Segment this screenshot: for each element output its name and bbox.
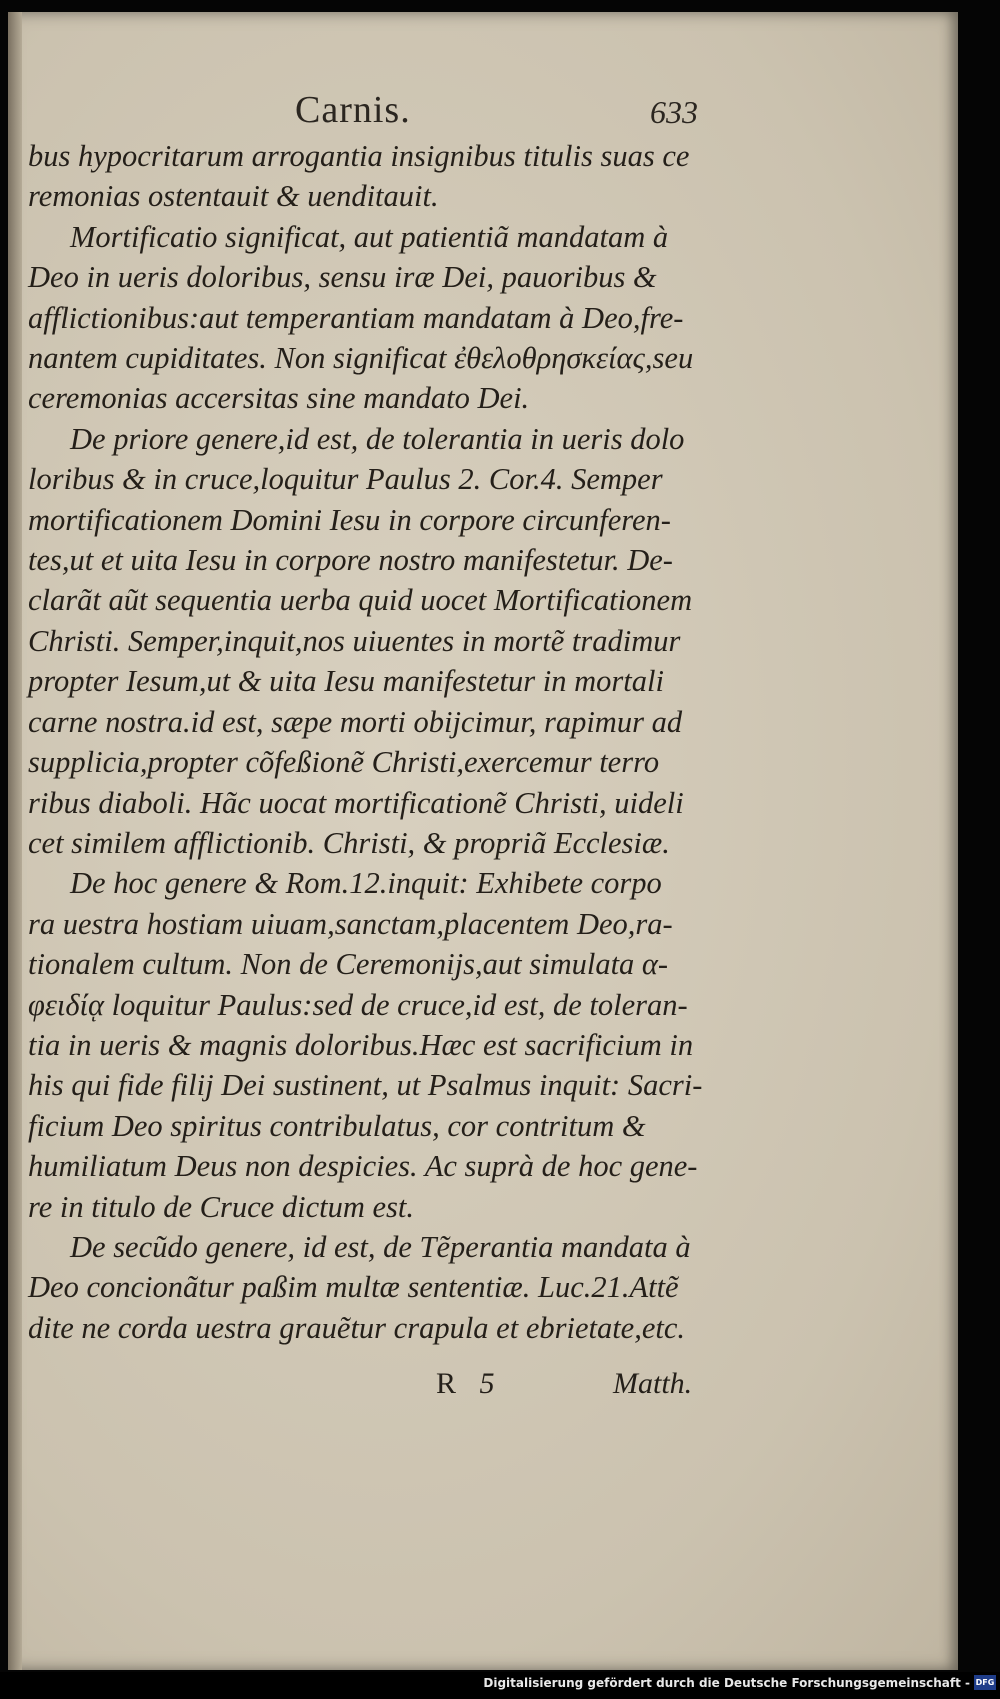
page-number: 633	[650, 94, 698, 130]
running-head: Carnis.	[295, 89, 411, 131]
catchword: Matth.	[613, 1367, 693, 1400]
text-line: supplicia,propter cõfeßionẽ Christi,exercemur terro	[28, 745, 660, 780]
text-line: his qui fide filij Dei sustinent, ut Psalmus inquit: Sacri-	[28, 1068, 703, 1103]
signature-letter: R	[436, 1367, 457, 1400]
text-line: loribus & in cruce,loquitur Paulus 2. Cor.4. Semper	[28, 462, 663, 497]
text-line: ceremonias accersitas sine mandato Dei.	[28, 381, 530, 416]
text-line: Mortificatio significat, aut patientiã mandatam à	[70, 219, 669, 254]
text-line: Christi. Semper,inquit,nos uiuentes in mortẽ tradimur	[28, 623, 681, 658]
body-text-block	[28, 136, 718, 1348]
text-line: Deo in ueris doloribus, sensu iræ Dei, pauoribus &	[28, 260, 657, 295]
text-line: ficium Deo spiritus contribulatus, cor contritum &	[28, 1108, 646, 1143]
text-line: propter Iesum,ut & uita Iesu manifestetur in mortali	[28, 664, 664, 699]
footer-bar	[0, 1672, 1000, 1699]
text-line: ra uestra hostiam uiuam,sanctam,placentem Deo,ra-	[28, 906, 673, 941]
funding-credit: Digitalisierung gefördert durch die Deutsche Forschungsgemeinschaft -	[483, 1676, 970, 1690]
text-line: afflictionibus:aut temperantiam mandatam à Deo,fre-	[28, 300, 684, 335]
page-gutter-shadow	[8, 12, 22, 1670]
text-line: carne nostra.id est, sæpe morti obijcimur, rapimur ad	[28, 704, 683, 739]
text-line: dite ne corda uestra grauẽtur crapula et ebrietate,etc.	[28, 1310, 686, 1345]
text-line: tia in ueris & magnis doloribus.Hæc est sacrificium in	[28, 1027, 694, 1062]
text-line: tes,ut et uita Iesu in corpore nostro manifestetur. De-	[28, 543, 673, 578]
text-line: cet similem afflictionib. Christi, & propriã Ecclesiæ.	[28, 825, 670, 860]
text-line: De hoc genere & Rom.12.inquit: Exhibete corpo	[70, 866, 662, 901]
text-line: tionalem cultum. Non de Ceremonijs,aut simulata α-	[28, 947, 669, 982]
signature-number: 5	[479, 1367, 495, 1400]
text-line: re in titulo de Cruce dictum est.	[28, 1189, 414, 1224]
text-line: Deo concionãtur paßim multæ sententiæ. Luc.21.Attẽ	[28, 1270, 679, 1305]
text-line: humiliatum Deus non despicies. Ac suprà de hoc gene-	[28, 1149, 698, 1184]
text-line: ribus diaboli. Hãc uocat mortificationẽ Christi, uideli	[28, 785, 684, 820]
text-line: mortificationem Domini Iesu in corpore circunferen-	[28, 502, 671, 537]
signature-line	[436, 1367, 692, 1401]
text-line: De secũdo genere, id est, de Tẽperantia mandata à	[70, 1229, 691, 1264]
text-line: remonias ostentauit & uenditauit.	[28, 179, 439, 214]
text-line: bus hypocritarum arrogantia insignibus titulis suas ce	[28, 139, 690, 173]
text-line: De priore genere,id est, de tolerantia in ueris dolo	[70, 421, 685, 456]
text-line: φειδίᾳ loquitur Paulus:sed de cruce,id est, de toleran-	[28, 987, 688, 1022]
text-line: clarãt aũt sequentia uerba quid uocet Mortificationem	[28, 583, 693, 618]
text-line: nantem cupiditates. Non significat ἐθελοθρησκείας,seu	[28, 341, 694, 376]
dfg-logo-icon: DFG	[974, 1675, 996, 1690]
